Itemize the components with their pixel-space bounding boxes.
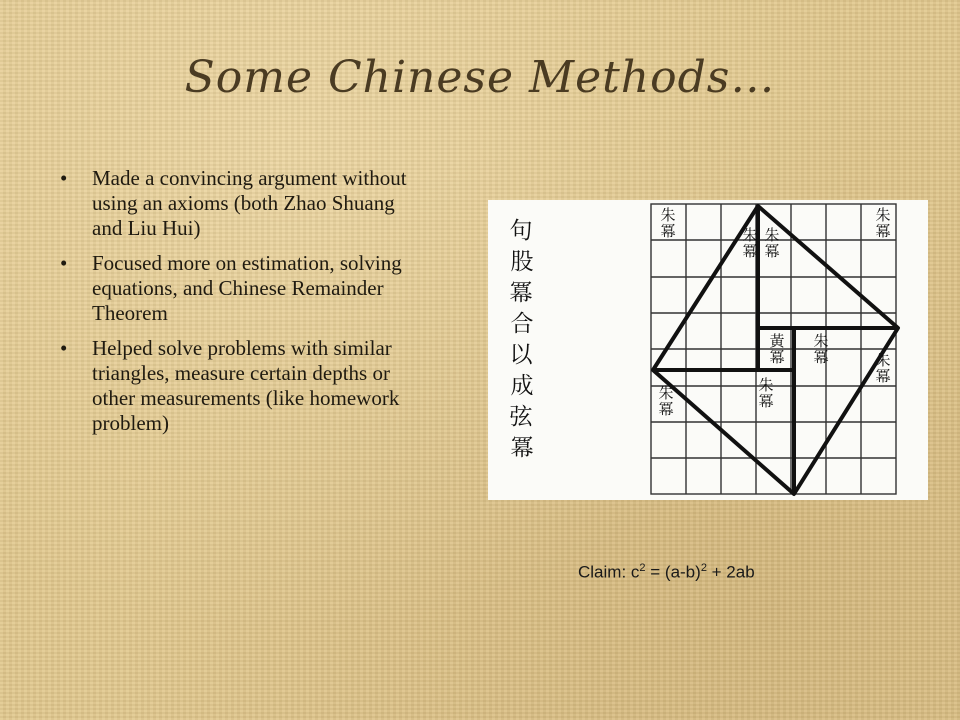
red-area-label: 冪 bbox=[742, 242, 758, 260]
bullet-dot: • bbox=[60, 336, 68, 360]
red-area-label: 冪 bbox=[875, 367, 891, 385]
bullet-text: Focused more on estimation, solving equations, and Chinese Remainder Theorem bbox=[92, 251, 402, 325]
claim-middle: = (a-b) bbox=[645, 562, 701, 582]
red-area-label: 冪 bbox=[764, 242, 780, 260]
red-area-label: 朱 bbox=[813, 332, 829, 350]
red-area-label: 冪 bbox=[813, 348, 829, 366]
red-area-label: 朱 bbox=[660, 206, 676, 224]
red-area-label: 冪 bbox=[658, 400, 674, 418]
red-area-label: 朱 bbox=[764, 226, 780, 244]
side-char: 冪 bbox=[510, 435, 534, 461]
bullet-dot: • bbox=[60, 251, 68, 275]
red-area-label: 冪 bbox=[660, 222, 676, 240]
red-area-label: 朱 bbox=[758, 376, 774, 394]
bullet-text: Helped solve problems with similar triangles, measure certain depths or other measurements (like homework problem) bbox=[92, 336, 400, 435]
side-char: 股 bbox=[510, 249, 534, 275]
red-area-label: 朱 bbox=[875, 351, 891, 369]
side-char: 合 bbox=[510, 311, 534, 337]
side-char: 弦 bbox=[509, 404, 533, 430]
bullet-item bbox=[58, 166, 408, 241]
yellow-area-label: 冪 bbox=[769, 348, 785, 366]
side-char: 以 bbox=[509, 342, 533, 368]
bullet-dot: • bbox=[60, 166, 68, 190]
red-area-label: 冪 bbox=[875, 222, 891, 240]
claim-formula bbox=[578, 562, 755, 583]
red-area-label: 朱 bbox=[875, 206, 891, 224]
slide-title: Some Chinese Methods… bbox=[184, 52, 776, 103]
pythagorean-proof-figure bbox=[488, 200, 928, 500]
yellow-area-label: 黃 bbox=[769, 332, 785, 350]
side-char: 句 bbox=[509, 218, 533, 244]
bullet-text: Made a convincing argument without using an axioms (both Zhao Shuang and Liu Hui) bbox=[92, 166, 407, 240]
claim-exponent: 2 bbox=[639, 562, 646, 574]
side-char: 冪 bbox=[509, 280, 533, 306]
claim-exponent: 2 bbox=[700, 562, 707, 574]
claim-prefix: Claim: c bbox=[578, 562, 640, 582]
bullet-item bbox=[58, 251, 408, 326]
red-area-label: 朱 bbox=[658, 384, 674, 402]
red-area-label: 冪 bbox=[758, 392, 774, 410]
claim-suffix: + 2ab bbox=[706, 562, 755, 582]
red-area-label: 朱 bbox=[742, 226, 758, 244]
side-char: 成 bbox=[510, 373, 534, 399]
bullet-list bbox=[58, 166, 408, 446]
proof-diagram bbox=[488, 200, 928, 500]
bullet-item bbox=[58, 336, 408, 436]
